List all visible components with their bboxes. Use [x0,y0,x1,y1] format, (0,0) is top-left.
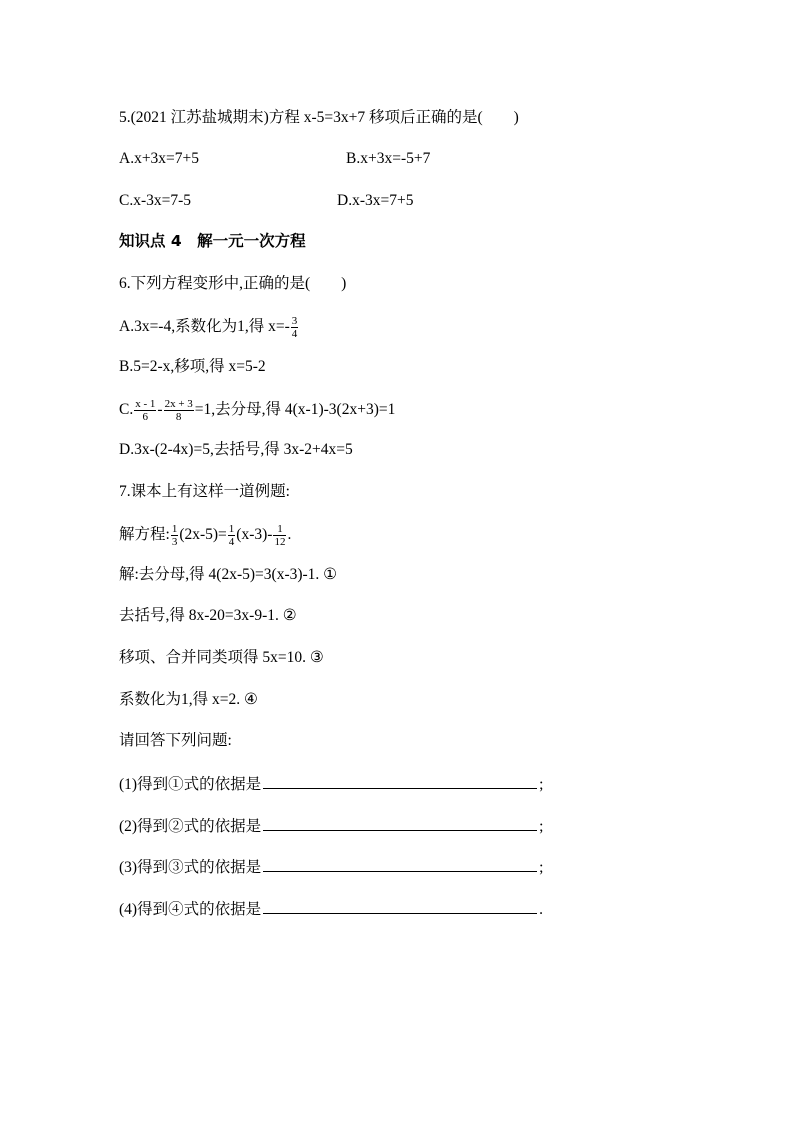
answer-line-4: (4)得到④式的依据是 . [119,898,543,920]
answer-line-2: (2)得到②式的依据是 ; [119,815,543,837]
q7-step-2: 去括号,得 8x-20=3x-9-1. ② [119,607,297,624]
answer-blank-3[interactable] [263,856,537,872]
answer-blank-1[interactable] [263,773,537,789]
q6-option-d: D.3x-(2-4x)=5,去括号,得 3x-2+4x=5 [119,441,353,458]
q6-stem: 6.下列方程变形中,正确的是( ) [119,275,347,292]
answer-line-1: (1)得到①式的依据是 ; [119,773,543,795]
q7-step-4: 系数化为1,得 x=2. ④ [119,691,258,708]
q5-option-a: A.x+3x=7+5 [119,150,200,167]
answer-blank-2[interactable] [263,815,537,831]
fraction: $\frac{x - 1}{6}$ [135,398,156,423]
q5-stem: 5.(2021 江苏盐城期末)方程 x-5=3x+7 移项后正确的是( ) [119,109,519,126]
q5-option-c: C.x-3x=7-5 [119,192,192,209]
q5-option-b: B.x+3x=-5+7 [346,150,431,167]
fraction: $\frac{2x + 3}{8}$ [164,398,193,423]
q6-option-a [119,315,299,340]
q7-step-3: 移项、合并同类项得 5x=10. ③ [119,649,324,666]
q6-option-b: B.5=2-x,移项,得 x=5-2 [119,358,266,375]
section-heading: 知识点 4 解一元一次方程 [119,232,306,250]
fraction: $\frac{1}{3}$ [171,523,178,548]
answer-line-3: (3)得到③式的依据是 ; [119,856,543,878]
fraction: $\frac{1}{4}$ [228,523,235,548]
q6-option-a-text: A.3x=-4,系数化为1,得 x=- [119,318,290,336]
q6-option-c: C. $\frac{x - 1}{6}$ - $\frac{2x + 3}{8}$ =1,去分母,得 4(x-1)-3(2x+3)=1 [119,398,396,423]
fraction: $\frac{1}{12}$ [274,523,286,548]
q7-step-1: 解:去分母,得 4(2x-5)=3(x-3)-1. ① [119,566,338,583]
answer-blank-4[interactable] [263,898,537,914]
fraction: $\frac{3}{4}$ [291,315,298,340]
q7-equation: 解方程: $\frac{1}{3}$ (2x-5)= $\frac{1}{4}$ (x-3)- $\frac{1}{12}$ . [119,523,292,548]
q7-prompt: 请回答下列问题: [119,732,232,749]
q7-stem: 7.课本上有这样一道例题: [119,483,290,500]
q5-option-d: D.x-3x=7+5 [337,192,414,209]
